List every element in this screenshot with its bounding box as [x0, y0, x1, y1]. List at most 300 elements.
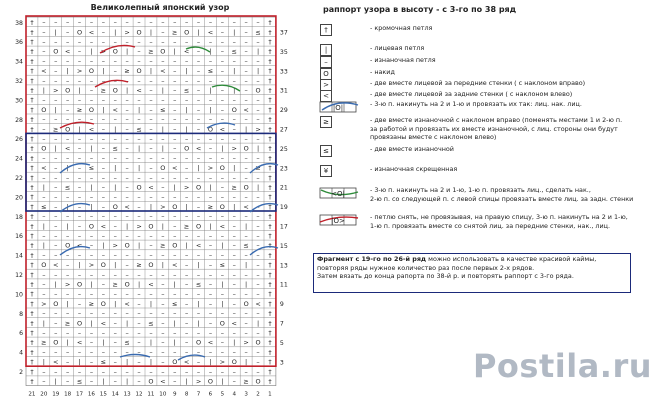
- chart-cell: ≥: [41, 338, 47, 347]
- chart-cell: †: [268, 154, 272, 163]
- chart-cell: >: [64, 280, 71, 289]
- chart-cell: –: [149, 125, 153, 134]
- chart-cell: –: [161, 76, 165, 85]
- chart-cell: –: [256, 115, 260, 124]
- chart-cell: |: [126, 358, 129, 367]
- chart-cell: |: [185, 241, 188, 250]
- chart-cell: |: [149, 358, 153, 367]
- chart-cell: –: [208, 348, 213, 357]
- chart-cell: –: [66, 134, 70, 143]
- chart-cell: –: [173, 270, 177, 279]
- chart-cell: –: [220, 231, 224, 240]
- row-number-left: 26: [15, 136, 23, 144]
- chart-cell: †: [30, 367, 34, 376]
- chart-cell: –: [77, 164, 82, 173]
- chart-cell: –: [101, 231, 105, 240]
- chart-cell: –: [77, 173, 82, 182]
- chart-cell: –: [125, 57, 129, 66]
- chart-cell: –: [42, 18, 46, 27]
- chart-cell: –: [66, 96, 70, 105]
- chart-cell: –: [137, 358, 141, 367]
- chart-cell: |: [185, 105, 188, 114]
- three-stitch-wrap-icon: [318, 101, 366, 113]
- chart-cell: –: [149, 144, 153, 153]
- chart-cell: –: [208, 280, 213, 289]
- chart-cell: –: [125, 37, 129, 46]
- chart-cell: –: [244, 37, 248, 46]
- chart-cell: O: [172, 202, 178, 211]
- chart-cell: ≥: [243, 377, 249, 386]
- chart-cell: |: [197, 28, 200, 37]
- chart-cell: |: [233, 28, 236, 37]
- chart-cell: –: [185, 18, 189, 27]
- chart-cell: –: [173, 125, 177, 134]
- chart-cell: |: [173, 280, 176, 289]
- chart-cell: –: [149, 57, 153, 66]
- chart-cell: –: [208, 96, 213, 105]
- chart-cell: –: [149, 241, 153, 250]
- chart-cell: |: [54, 105, 57, 114]
- chart-cell: ≤: [76, 377, 83, 386]
- chart-cell: –: [113, 134, 117, 143]
- chart-cell: O: [41, 144, 47, 153]
- row-number-right: 23: [279, 165, 288, 173]
- chart-cell: †: [30, 290, 34, 299]
- chart-cell: |: [66, 222, 69, 231]
- chart-cell: –: [173, 290, 177, 299]
- chart-cell: |: [197, 261, 200, 270]
- chart-cell: †: [30, 28, 34, 37]
- chart-cell: –: [101, 183, 105, 192]
- chart-cell: –: [232, 367, 236, 376]
- chart-cell: †: [30, 18, 34, 27]
- chart-cell: |: [209, 47, 212, 56]
- chart-cell: †: [268, 105, 272, 114]
- chart-cell: O: [124, 280, 130, 289]
- chart-cell: –: [137, 299, 141, 308]
- chart-cell: –: [173, 144, 177, 153]
- chart-cell: –: [220, 212, 224, 221]
- chart-cell: <: [148, 280, 154, 289]
- chart-cell: †: [268, 37, 272, 46]
- chart-cell: –: [220, 86, 224, 95]
- chart-cell: †: [30, 299, 34, 308]
- chart-cell: –: [185, 338, 189, 347]
- chart-cell: |: [256, 144, 260, 153]
- chart-cell: –: [208, 261, 213, 270]
- chart-cell: |: [221, 377, 224, 386]
- chart-cell: –: [77, 309, 82, 318]
- postila-logo: Postila.ru: [472, 347, 652, 385]
- column-number: 8: [184, 391, 189, 398]
- chart-cell: –: [220, 290, 224, 299]
- chart-cell: –: [101, 328, 105, 337]
- chart-cell: –: [161, 134, 165, 143]
- chart-cell: †: [268, 338, 272, 347]
- chart-cell: <: [88, 28, 95, 37]
- chart-cell: –: [113, 231, 117, 240]
- chart-cell: –: [149, 105, 153, 114]
- chart-cell: ≥: [207, 202, 214, 211]
- chart-cell: –: [220, 115, 224, 124]
- chart-cell: –: [101, 348, 105, 357]
- chart-cell: –: [161, 28, 165, 37]
- chart-cell: –: [66, 251, 70, 260]
- chart-cell: O: [243, 299, 249, 308]
- chart-cell: O: [88, 105, 95, 114]
- chart-cell: –: [232, 57, 236, 66]
- chart-cell: |: [173, 47, 176, 56]
- chart-cell: –: [149, 193, 153, 202]
- chart-cell: O: [112, 47, 118, 56]
- chart-cell: –: [208, 290, 213, 299]
- chart-cell: –: [137, 173, 141, 182]
- chart-cell: –: [54, 251, 58, 260]
- chart-cell: O: [255, 338, 261, 347]
- column-number: 15: [99, 391, 107, 398]
- chart-cell: –: [208, 57, 213, 66]
- chart-cell: –: [196, 212, 201, 221]
- chart-cell: |: [54, 280, 57, 289]
- chart-cell: –: [220, 47, 224, 56]
- chart-cell: †: [30, 134, 34, 143]
- chart-cell: –: [113, 222, 117, 231]
- row-number-right: 25: [279, 145, 288, 153]
- chart-cell: –: [244, 270, 248, 279]
- chart-cell: †: [30, 105, 34, 114]
- row-number-left: 20: [15, 194, 23, 202]
- chart-cell: –: [256, 212, 260, 221]
- chart-cell: |: [90, 183, 93, 192]
- chart-cell: †: [30, 125, 34, 134]
- chart-cell: –: [54, 57, 58, 66]
- chart-cell: –: [196, 57, 201, 66]
- chart-cell: ≥: [88, 299, 95, 308]
- chart-cell: <: [231, 319, 237, 328]
- chart-cell: –: [66, 193, 70, 202]
- chart-cell: |: [221, 280, 224, 289]
- chart-cell: †: [30, 115, 34, 124]
- chart-cell: –: [185, 319, 189, 328]
- chart-cell: |: [233, 164, 236, 173]
- chart-cell: |: [126, 319, 129, 328]
- row-number-right: 37: [279, 29, 288, 37]
- chart-cell: –: [208, 76, 213, 85]
- chart-cell: <: [183, 47, 190, 56]
- chart-cell: >: [219, 358, 226, 367]
- chart-cell: –: [101, 212, 105, 221]
- chart-cell: ≥: [160, 241, 166, 250]
- chart-cell: –: [208, 231, 213, 240]
- row-number-left: 36: [15, 39, 23, 47]
- chart-cell: –: [77, 18, 82, 27]
- yarn-over-icon: O: [320, 68, 332, 80]
- chart-cell: –: [125, 144, 129, 153]
- column-number: 14: [111, 391, 119, 398]
- chart-cell: –: [220, 154, 224, 163]
- chart-cell: †: [268, 183, 272, 192]
- row-number-right: 27: [279, 126, 288, 134]
- chart-cell: –: [208, 115, 213, 124]
- chart-cell: –: [89, 358, 94, 367]
- chart-cell: <: [172, 164, 178, 173]
- chart-cell: –: [220, 183, 224, 192]
- chart-cell: –: [173, 251, 177, 260]
- chart-cell: –: [89, 96, 94, 105]
- chart-cell: †: [268, 134, 272, 143]
- chart-cell: –: [232, 76, 236, 85]
- chart-cell: –: [173, 18, 177, 27]
- chart-cell: <: [136, 86, 142, 95]
- chart-cell: †: [268, 251, 272, 260]
- chart-cell: –: [77, 328, 82, 337]
- chart-cell: –: [196, 37, 201, 46]
- chart-cell: |: [256, 183, 260, 192]
- chart-cell: –: [77, 76, 82, 85]
- chart-cell: |: [149, 299, 153, 308]
- chart-cell: |: [102, 338, 105, 347]
- chart-cell: –: [125, 328, 129, 337]
- chart-cell: |: [66, 299, 69, 308]
- chart-cell: –: [113, 377, 117, 386]
- chart-cell: –: [125, 270, 129, 279]
- legend-item: > - две вместе лицевой за передние стенки ( с наклоном вправо): [318, 79, 585, 91]
- knit-stitch-icon: |: [320, 44, 332, 56]
- chart-cell: |: [256, 47, 260, 56]
- chart-cell: –: [256, 358, 260, 367]
- chart-cell: –: [208, 134, 213, 143]
- chart-cell: –: [77, 348, 82, 357]
- chart-cell: |: [233, 86, 236, 95]
- chart-cell: –: [42, 231, 46, 240]
- chart-cell: –: [66, 18, 70, 27]
- note-bold: Фрагмент с 19-го по 26-й ряд: [317, 255, 427, 263]
- chart-cell: –: [137, 57, 141, 66]
- chart-cell: –: [89, 115, 94, 124]
- chart-cell: |: [66, 67, 69, 76]
- chart-cell: –: [113, 212, 117, 221]
- chart-cell: –: [125, 125, 129, 134]
- row-number-left: 28: [15, 116, 23, 124]
- chart-cell: –: [101, 144, 105, 153]
- chart-cell: †: [268, 67, 272, 76]
- chart-cell: –: [113, 338, 117, 347]
- chart-cell: >: [183, 183, 190, 192]
- chart-cell: –: [54, 348, 58, 357]
- chart-cell: |: [126, 47, 129, 56]
- chart-cell: –: [196, 86, 201, 95]
- chart-cell: O: [243, 144, 249, 153]
- chart-cell: –: [125, 76, 129, 85]
- chart-cell: †: [268, 328, 272, 337]
- chart-cell: |: [185, 202, 188, 211]
- row-number-left: 30: [15, 97, 23, 105]
- chart-cell: –: [244, 76, 248, 85]
- chart-cell: |: [66, 164, 69, 173]
- chart-cell: O: [207, 125, 214, 134]
- chart-cell: |: [221, 299, 224, 308]
- chart-cell: ≤: [195, 280, 202, 289]
- chart-cell: –: [256, 105, 260, 114]
- chart-cell: –: [232, 18, 236, 27]
- chart-cell: –: [185, 280, 189, 289]
- chart-cell: ≥: [231, 183, 237, 192]
- chart-cell: ≤: [243, 241, 249, 250]
- chart-cell: <: [172, 261, 178, 270]
- chart-cell: –: [173, 134, 177, 143]
- chart-cell: †: [30, 183, 34, 192]
- chart-cell: –: [161, 18, 165, 27]
- chart-cell: ≤: [112, 144, 118, 153]
- chart-cell: |: [78, 261, 81, 270]
- chart-cell: –: [185, 173, 189, 182]
- chart-cell: –: [173, 231, 177, 240]
- chart-cell: –: [185, 164, 189, 173]
- chart-cell: –: [208, 37, 213, 46]
- chart-cell: |: [90, 202, 93, 211]
- chart-cell: –: [161, 57, 165, 66]
- chart-cell: –: [77, 144, 82, 153]
- chart-cell: –: [220, 105, 224, 114]
- chart-cell: –: [101, 280, 105, 289]
- chart-cell: –: [196, 67, 201, 76]
- chart-cell: |: [137, 105, 141, 114]
- chart-cell: †: [30, 76, 34, 85]
- chart-cell: †: [268, 270, 272, 279]
- chart-cell: |: [78, 125, 81, 134]
- chart-cell: –: [232, 328, 236, 337]
- chart-cell: –: [256, 309, 260, 318]
- chart-cell: †: [30, 338, 34, 347]
- chart-cell: ≤: [100, 358, 107, 367]
- chart-cell: –: [244, 328, 248, 337]
- row-number-right: 7: [279, 320, 284, 328]
- chart-cell: –: [54, 67, 58, 76]
- chart-cell: <: [148, 183, 154, 192]
- chart-cell: ≤: [124, 338, 130, 347]
- column-number: 10: [159, 391, 167, 398]
- chart-cell: –: [125, 367, 129, 376]
- chart-cell: <: [183, 358, 190, 367]
- chart-cell: –: [244, 251, 248, 260]
- chart-cell: –: [89, 348, 94, 357]
- chart-cell: –: [220, 173, 224, 182]
- chart-cell: –: [101, 125, 105, 134]
- chart-cell: –: [173, 309, 177, 318]
- chart-cell: –: [256, 37, 260, 46]
- chart-cell: <: [195, 144, 202, 153]
- chart-cell: O: [88, 67, 95, 76]
- chart-cell: –: [137, 47, 141, 56]
- chart-cell: –: [196, 309, 201, 318]
- chart-cell: |: [185, 67, 188, 76]
- chart-cell: |: [102, 105, 105, 114]
- chart-cell: –: [220, 76, 224, 85]
- chart-cell: –: [66, 358, 70, 367]
- chart-cell: –: [125, 105, 129, 114]
- chart-cell: O: [195, 222, 202, 231]
- chart-cell: O: [219, 164, 225, 173]
- chart-cell: –: [42, 270, 46, 279]
- chart-cell: –: [196, 125, 201, 134]
- chart-cell: –: [185, 309, 189, 318]
- chart-cell: –: [125, 18, 129, 27]
- chart-cell: –: [137, 319, 141, 328]
- chart-cell: O: [41, 105, 47, 114]
- legend-item: ≤ - две вместе изнаночной: [318, 145, 454, 157]
- chart-cell: |: [90, 319, 93, 328]
- chart-cell: ≤: [64, 183, 71, 192]
- chart-cell: –: [54, 290, 58, 299]
- chart-cell: <: [76, 241, 83, 250]
- chart-cell: –: [42, 134, 46, 143]
- chart-cell: –: [161, 299, 165, 308]
- chart-cell: –: [77, 290, 82, 299]
- chart-cell: †: [30, 154, 34, 163]
- chart-cell: †: [30, 96, 34, 105]
- chart-cell: †: [30, 231, 34, 240]
- chart-cell: †: [30, 309, 34, 318]
- chart-cell: †: [30, 358, 34, 367]
- chart-cell: –: [125, 251, 129, 260]
- chart-cell: –: [208, 299, 213, 308]
- chart-cell: –: [125, 115, 129, 124]
- chart-cell: †: [268, 241, 272, 250]
- chart-cell: –: [101, 309, 105, 318]
- chart-cell: <: [124, 202, 130, 211]
- chart-cell: –: [42, 76, 46, 85]
- chart-cell: –: [54, 173, 58, 182]
- chart-cell: –: [244, 154, 248, 163]
- chart-cell: –: [232, 251, 236, 260]
- chart-cell: |: [149, 28, 153, 37]
- chart-cell: –: [173, 96, 177, 105]
- chart-cell: –: [42, 348, 46, 357]
- chart-cell: –: [77, 115, 82, 124]
- chart-cell: –: [208, 309, 213, 318]
- chart-cell: –: [101, 115, 105, 124]
- chart-cell: †: [30, 193, 34, 202]
- chart-cell: –: [137, 290, 141, 299]
- chart-cell: –: [232, 125, 236, 134]
- chart-cell: –: [256, 193, 260, 202]
- chart-cell: <: [219, 125, 226, 134]
- chart-cell: †: [268, 164, 272, 173]
- chart-cell: †: [268, 358, 272, 367]
- chart-cell: –: [125, 348, 129, 357]
- chart-cell: –: [66, 231, 70, 240]
- chart-cell: O: [172, 358, 178, 367]
- chart-cell: –: [208, 367, 213, 376]
- chart-cell: –: [196, 47, 201, 56]
- chart-cell: –: [256, 270, 260, 279]
- chart-cell: –: [173, 67, 177, 76]
- chart-cell: –: [232, 270, 236, 279]
- chart-cell: –: [161, 319, 165, 328]
- chart-cell: –: [185, 154, 189, 163]
- chart-cell: †: [268, 319, 272, 328]
- row-number-right: 21: [279, 184, 288, 192]
- chart-cell: †: [30, 67, 34, 76]
- chart-cell: –: [220, 134, 224, 143]
- column-number: 20: [40, 391, 48, 398]
- chart-cell: >: [231, 144, 237, 153]
- chart-cell: O: [160, 164, 166, 173]
- chart-cell: –: [244, 28, 248, 37]
- chart-cell: –: [42, 309, 46, 318]
- chart-cell: †: [268, 18, 272, 27]
- chart-cell: <: [160, 377, 166, 386]
